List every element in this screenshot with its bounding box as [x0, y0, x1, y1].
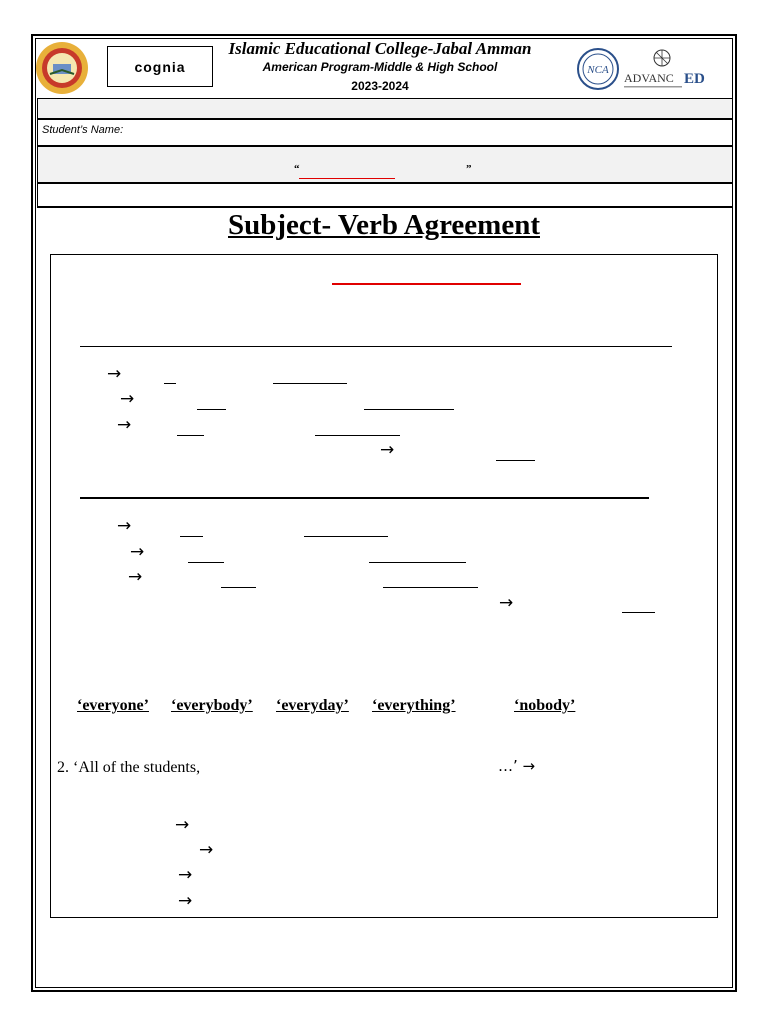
arrow-icon: →: [175, 815, 190, 835]
academic-year: 2023-2024: [351, 79, 409, 93]
student-name-row: [37, 119, 733, 146]
blank-line: [364, 409, 454, 410]
quote-close: ”: [466, 163, 472, 175]
arrow-icon: →: [178, 865, 193, 885]
quote-open: “: [294, 163, 300, 175]
section-2-rule: [80, 497, 649, 499]
word-everything: ‘everything’: [372, 697, 456, 714]
item-2-end: …’ →: [498, 757, 536, 775]
student-name-label: Student’s Name:: [42, 124, 124, 136]
nca-logo-text: NCA: [587, 64, 609, 76]
arrow-icon: →: [130, 542, 145, 562]
blank-line: [197, 409, 226, 410]
program-name: American Program-Middle & High School: [262, 60, 498, 74]
arrow-icon: →: [117, 516, 132, 536]
page-title: Subject- Verb Agreement: [228, 209, 540, 241]
arrow-icon: →: [199, 840, 214, 860]
blank-line: [383, 587, 478, 588]
quote-red-underline: [299, 178, 395, 179]
arrow-icon: →: [178, 891, 193, 911]
arrow-icon: →: [120, 389, 135, 409]
advanced-logo: [622, 48, 718, 92]
advanced-logo-text: ADVANC: [624, 71, 674, 85]
cognia-logo: [107, 46, 213, 87]
blank-line: [369, 562, 466, 563]
blank-line: [273, 383, 347, 384]
word-everyone: ‘everyone’: [77, 697, 149, 714]
red-heading-underline: [332, 283, 521, 285]
blank-line: [315, 435, 400, 436]
header-band-1: [37, 98, 733, 119]
arrow-icon: →: [499, 593, 514, 613]
header-band-4: [37, 183, 733, 208]
blank-line: [221, 587, 256, 588]
blank-line: [180, 536, 203, 537]
school-name: Islamic Educational College-Jabal Amman: [228, 39, 532, 58]
advanced-logo-text-ed: ED: [684, 71, 705, 87]
school-emblem-logo: [34, 40, 90, 96]
cognia-logo-text: cognia: [134, 58, 186, 75]
arrow-icon: →: [117, 415, 132, 435]
blank-line: [164, 383, 176, 384]
blank-line: [304, 536, 388, 537]
arrow-icon: →: [107, 364, 122, 384]
word-everyday: ‘everyday’: [276, 697, 349, 714]
blank-line: [622, 612, 655, 613]
content-box: [50, 254, 718, 918]
word-everybody: ‘everybody’: [171, 697, 253, 714]
blank-line: [496, 460, 535, 461]
blank-line: [177, 435, 204, 436]
nca-logo: [577, 48, 619, 90]
arrow-icon: →: [128, 567, 143, 587]
blank-line: [188, 562, 224, 563]
item-2-text: 2. ‘All of the students,: [57, 759, 201, 776]
arrow-icon: →: [380, 440, 395, 460]
word-nobody: ‘nobody’: [514, 697, 576, 714]
section-1-rule: [80, 346, 672, 347]
